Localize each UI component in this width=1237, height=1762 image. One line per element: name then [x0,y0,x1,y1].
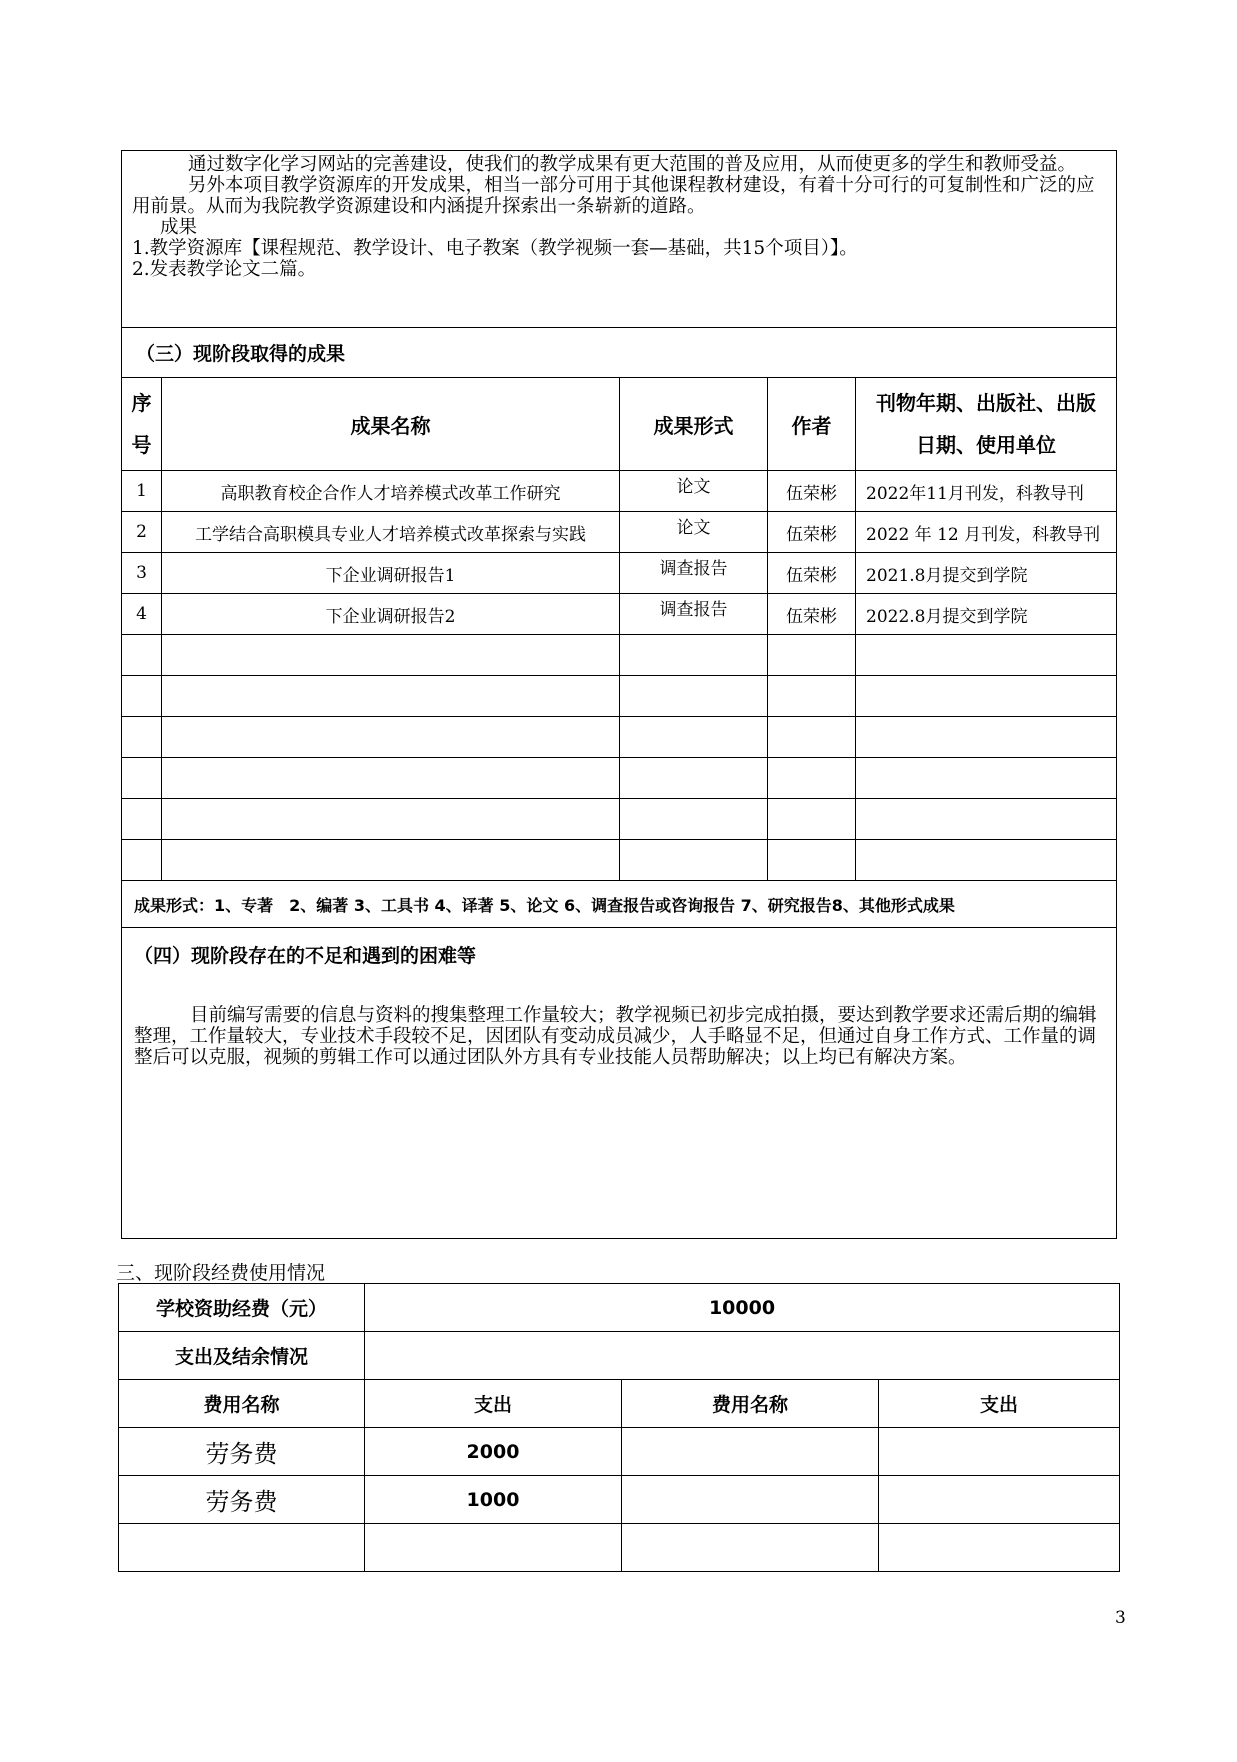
header-expense-amount-2: 支出 [879,1380,1120,1428]
row-form-cell [620,471,768,512]
difficulties-cell [122,928,1117,1239]
empty-row [122,635,1117,676]
row-form: 调查报告 [659,600,728,620]
header-publication [856,378,1117,471]
row-form: 论文 [676,477,711,497]
empty-row [122,717,1117,758]
intro-paragraph-2: 另外本项目教学资源库的开发成果，相当一部分可用于其他课程教材建设，有着十分可行的可复制性和广泛的应用前景。从而为我院教学资源建设和内涵提升探索出一条崭新的道路。 [132,175,1095,217]
header-seq-bottom: 号 [131,433,152,457]
header-expense-name-2: 费用名称 [622,1380,879,1428]
header-name: 成果名称 [162,378,620,471]
expense-amount: 2000 [365,1428,622,1476]
main-table [121,150,1117,1239]
intro-paragraph-3: 成果 [160,217,198,238]
header-pub-bottom: 日期、使用单位 [916,433,1057,457]
intro-paragraph-4: 1.教学资源库【课程规范、教学设计、电子教案（教学视频一套—基础，共15个项目）】。 [132,238,858,259]
section4-body: 目前编写需要的信息与资料的搜集整理工作量较大；教学视频已初步完成拍摄，要达到教学要求还需后期的编辑整理，工作量较大，专业技术手段较不足，因团队有变动成员减少，人手略显不足，但通过自身工作方式、工作量的调整后可以克服，视频的剪辑工作可以通过团队外方具有专业技能人员帮助解决；以上均已有解决方案。 [134,1005,1097,1068]
section4-title: （四）现阶段存在的不足和遇到的困难等 [134,945,477,967]
empty-row [119,1524,1120,1572]
row-form-cell [620,553,768,594]
expense-name: 劳务费 [119,1476,365,1524]
row-seq: 2 [122,512,162,553]
intro-cell [122,151,1117,328]
row-name: 下企业调研报告1 [162,553,620,594]
row-author: 伍荣彬 [768,512,856,553]
row-publication: 2021.8月提交到学院 [856,553,1117,594]
row-seq: 3 [122,553,162,594]
table-row [119,1428,1120,1476]
funding-table [118,1283,1120,1572]
row-publication: 2022 年 12 月刊发，科教导刊 [856,512,1117,553]
balance-value [365,1332,1120,1380]
empty-row [122,758,1117,799]
grant-label: 学校资助经费（元） [119,1284,365,1332]
table-row [122,553,1117,594]
empty-row [122,840,1117,881]
row-author: 伍荣彬 [768,553,856,594]
empty-row [122,799,1117,840]
header-seq-top: 序 [131,391,152,415]
table-row [119,1476,1120,1524]
table-row [122,471,1117,512]
table-row [122,512,1117,553]
table-row [122,594,1117,635]
row-name: 下企业调研报告2 [162,594,620,635]
section3-title: （三）现阶段取得的成果 [122,328,1117,378]
header-expense-name: 费用名称 [119,1380,365,1428]
expense-name: 劳务费 [119,1428,365,1476]
row-name: 高职教育校企合作人才培养模式改革工作研究 [162,471,620,512]
intro-paragraph-5: 2.发表教学论文二篇。 [132,259,317,280]
row-form-cell [620,512,768,553]
grant-value: 10000 [365,1284,1120,1332]
row-form: 调查报告 [659,559,728,579]
header-seq [122,378,162,471]
header-pub-top: 刊物年期、出版社、出版 [876,391,1097,415]
row-author: 伍荣彬 [768,471,856,512]
row-form-cell [620,594,768,635]
row-author: 伍荣彬 [768,594,856,635]
row-seq: 1 [122,471,162,512]
row-seq: 4 [122,594,162,635]
row-publication: 2022年11月刊发，科教导刊 [856,471,1117,512]
form-legend: 成果形式：1、专著 2、编著 3、工具书 4、译著 5、论文 6、调查报告或咨询报告 7、研究报告8、其他形式成果 [122,881,1117,928]
header-form: 成果形式 [620,378,768,471]
header-author: 作者 [768,378,856,471]
row-name: 工学结合高职模具专业人才培养模式改革探索与实践 [162,512,620,553]
page-number: 3 [1115,1608,1126,1628]
empty-row [122,676,1117,717]
intro-paragraph-1: 通过数字化学习网站的完善建设，使我们的教学成果有更大范围的普及应用，从而使更多的学生和教师受益。 [188,154,1077,175]
balance-label: 支出及结余情况 [119,1332,365,1380]
funding-section-title: 三、现阶段经费使用情况 [116,1262,326,1284]
row-publication: 2022.8月提交到学院 [856,594,1117,635]
expense-amount: 1000 [365,1476,622,1524]
header-expense-amount: 支出 [365,1380,622,1428]
row-form: 论文 [676,518,711,538]
